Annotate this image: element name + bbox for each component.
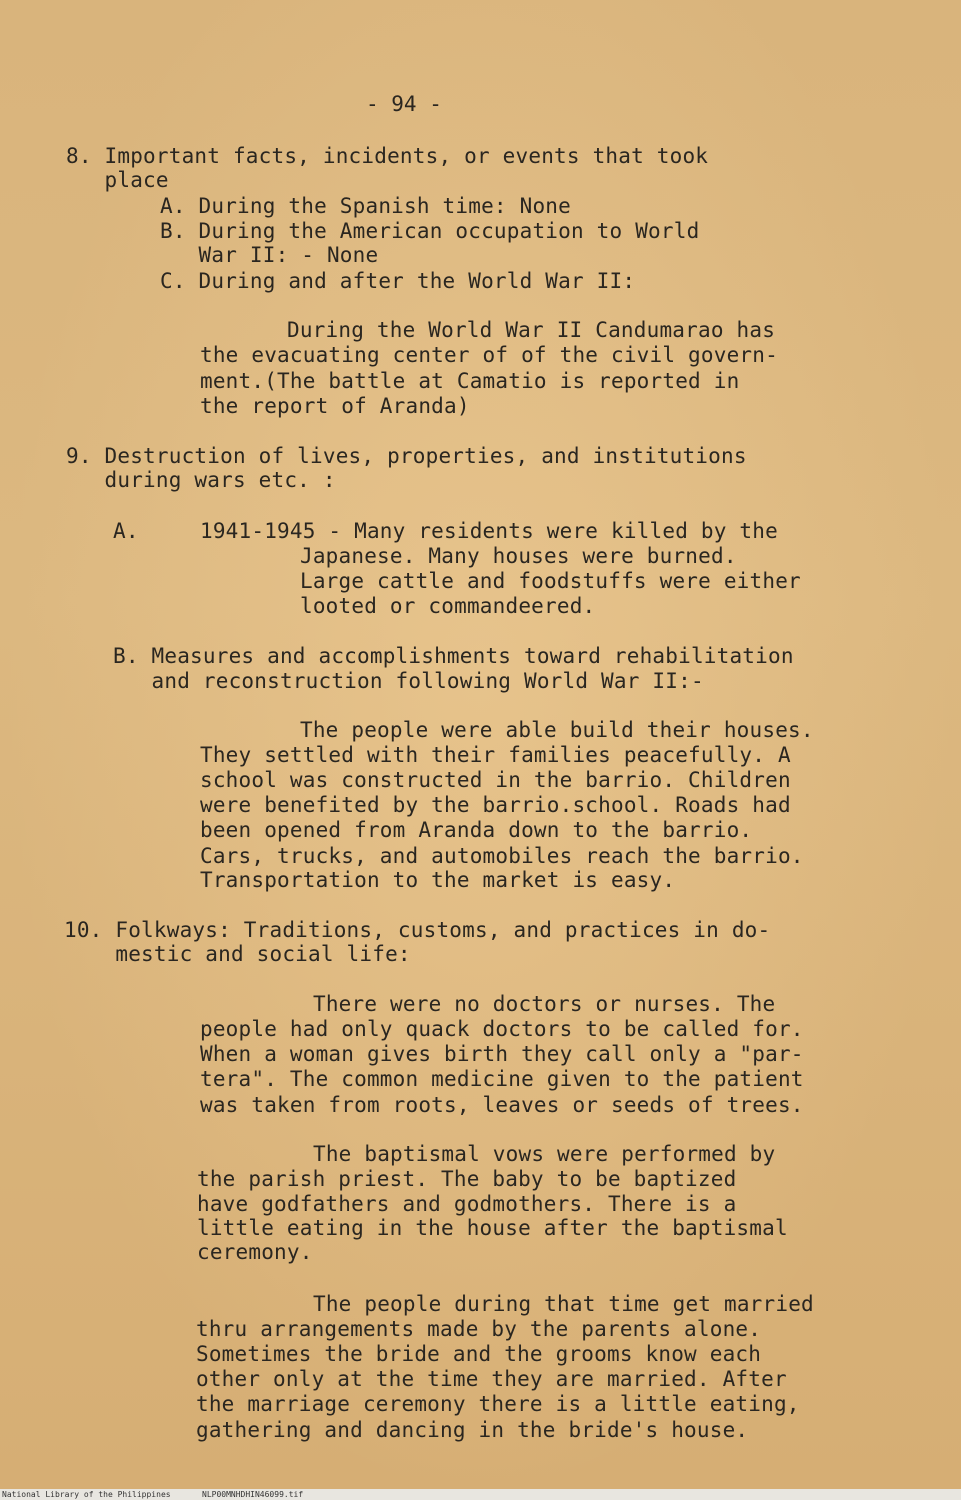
section-10-p3-line: thru arrangements made by the parents alone. (196, 1317, 762, 1341)
section-9-paragraph-line: been opened from Aranda down to the barrio. (200, 818, 753, 842)
page-number: - 94 - (366, 92, 442, 116)
section-9-heading: 9. Destruction of lives, properties, and institutions (66, 444, 747, 468)
section-9-paragraph-line: The people were able build their houses. (300, 718, 814, 742)
section-9-item-a-line: Japanese. Many houses were burned. (300, 544, 737, 568)
section-9-item-a: 1941-1945 - Many residents were killed by the (200, 519, 778, 543)
section-9-paragraph-line: They settled with their families peacefully. A (200, 743, 791, 767)
section-9-paragraph-line: school was constructed in the barrio. Children (200, 768, 791, 792)
section-9-paragraph-line: were benefited by the barrio.school. Roads had (200, 793, 791, 817)
section-10-p2-line: little eating in the house after the baptismal (197, 1216, 788, 1240)
section-9-heading-cont: during wars etc. : (66, 468, 336, 492)
section-9-item-a-line: looted or commandeered. (300, 594, 596, 618)
section-9-paragraph-line: Cars, trucks, and automobiles reach the barrio. (200, 844, 804, 868)
section-10-p2-line: have godfathers and godmothers. There is a (197, 1192, 737, 1216)
section-8-paragraph-line: ment.(The battle at Camatio is reported in (200, 369, 740, 393)
section-10-p2-line: ceremony. (197, 1240, 313, 1264)
section-9-item-b: B. Measures and accomplishments toward rehabilitation (113, 644, 794, 668)
section-8-item-b-cont: War II: - None (160, 243, 379, 267)
section-9-item-a-line: Large cattle and foodstuffs were either (300, 569, 801, 593)
section-8-paragraph-line: the evacuating center of of the civil govern- (200, 343, 778, 367)
section-8-paragraph-line: During the World War II Candumarao has (287, 318, 776, 342)
section-10-p1-line: tera". The common medicine given to the patient (200, 1067, 804, 1091)
section-8-item-b: B. During the American occupation to World (160, 219, 700, 243)
section-8-item-a: A. During the Spanish time: None (160, 194, 571, 218)
footer-filename: NLP00MNHDHIN46099.tif (202, 1490, 304, 1499)
footer-library: National Library of the Philippines (2, 1490, 171, 1499)
section-10-p3-line: other only at the time they are married. After (196, 1367, 787, 1391)
scan-footer (0, 1489, 961, 1500)
section-10-heading-cont: mestic and social life: (64, 942, 411, 966)
section-9-paragraph-line: Transportation to the market is easy. (200, 868, 676, 892)
section-8-item-c: C. During and after the World War II: (160, 269, 636, 293)
section-10-p2-line: the parish priest. The baby to be baptized (197, 1167, 737, 1191)
section-8-heading-cont: place (66, 168, 169, 192)
section-10-p3-line: the marriage ceremony there is a little eating, (196, 1392, 800, 1416)
section-9-item-a-label: A. (113, 519, 139, 543)
section-10-p1-line: There were no doctors or nurses. The (313, 992, 776, 1016)
section-10-p3-line: gathering and dancing in the bride's house. (196, 1418, 749, 1442)
section-10-p1-line: people had only quack doctors to be called for. (200, 1017, 804, 1041)
section-8-paragraph-line: the report of Aranda) (200, 394, 470, 418)
section-10-heading: 10. Folkways: Traditions, customs, and practices in do- (64, 918, 771, 942)
section-10-p1-line: was taken from roots, leaves or seeds of trees. (200, 1093, 804, 1117)
section-10-p1-line: When a woman gives birth they call only a "par- (200, 1042, 804, 1066)
section-8-heading: 8. Important facts, incidents, or events that took (66, 144, 709, 168)
section-10-p3-line: The people during that time get married (313, 1292, 814, 1316)
section-10-p2-line: The baptismal vows were performed by (313, 1142, 776, 1166)
section-10-p3-line: Sometimes the bride and the grooms know each (196, 1342, 762, 1366)
section-9-item-b-cont: and reconstruction following World War II:- (113, 669, 704, 693)
